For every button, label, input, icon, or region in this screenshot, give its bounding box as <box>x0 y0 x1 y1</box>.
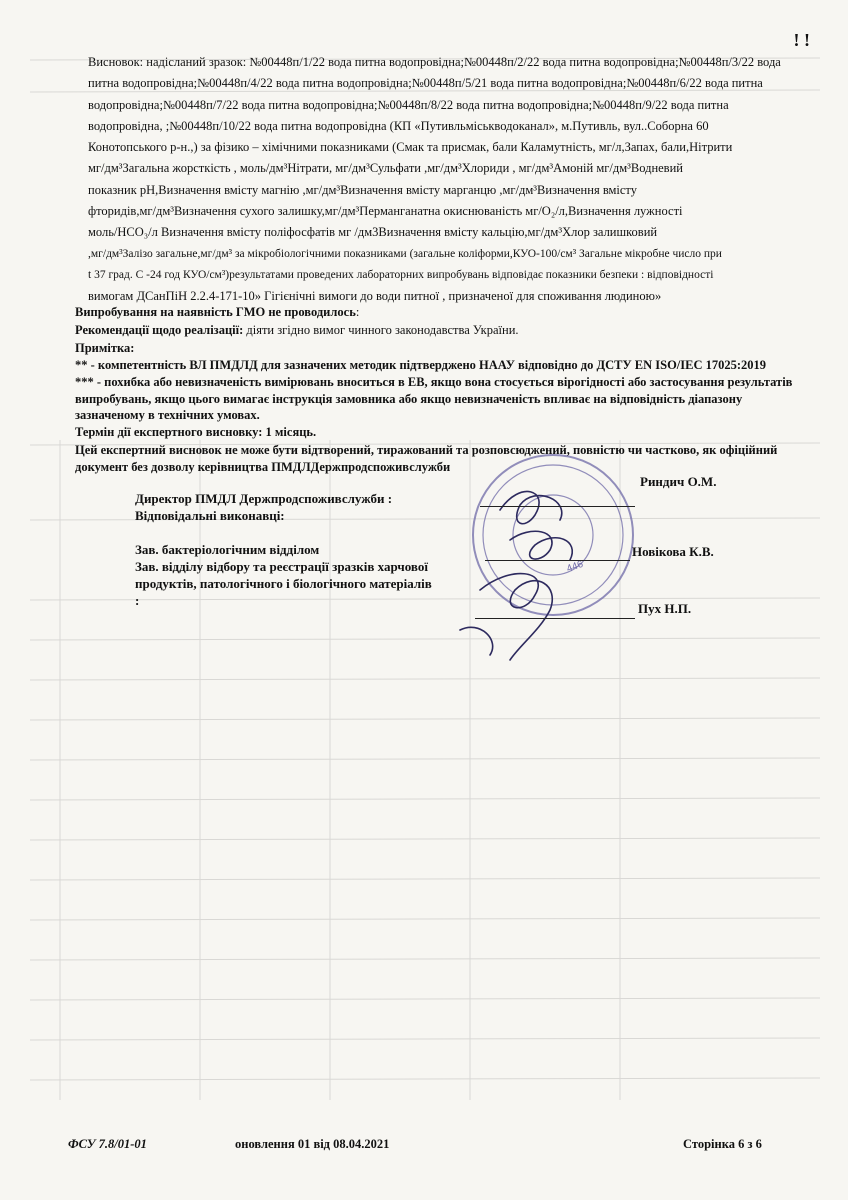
footer-update: оновлення 01 від 08.04.2021 <box>235 1137 390 1151</box>
corner-marks: ! ! <box>793 30 810 50</box>
gmo-label: Випробування на наявність ГМО не проводилось <box>75 305 356 319</box>
copyright-line: документ без дозволу керівництва ПМДЛДержпродспоживслужби <box>75 459 451 474</box>
gmo-statement <box>75 304 815 321</box>
conclusion-line: фторидів,мг/дм³Визначення сухого залишку,мг/дм³Перманганатна окиснюваність мг/О₂/л,Визначення лужності <box>88 204 683 219</box>
conclusion-line: Висновок: надісланий зразок: №00448п/1/22 вода питна водопровідна;№00448п/2/22 вода питна водопровідна;№00448п/3/22 вода <box>88 55 781 69</box>
conclusion-line: питна водопровідна;№00448п/4/22 вода питна водопровідна;№00448п/5/21 вода питна водопровідна;№00448п/6/22 вода питна <box>88 76 763 91</box>
conclusion-line: Конотопського р-н.,) за фізико – хімічними показниками (Смак та присмак, бали Каламутність, мг/л,Запах, бали,Нітрити <box>88 140 733 155</box>
name-bact-head: Новікова К.В. <box>632 544 714 559</box>
conclusion-line: водопровідна;№00448п/7/22 вода питна водопровідна;№00448п/8/22 вода питна водопровідна;№00448п/9/22 вода питна <box>88 97 729 112</box>
reg-head-line: : <box>135 593 140 608</box>
handwritten-signatures <box>440 470 620 670</box>
note-title: Примітка: <box>75 341 135 355</box>
name-reg-head: Пух Н.П. <box>638 601 692 616</box>
signature-responsible-title: Відповідальні виконавці: <box>135 508 285 523</box>
conclusion-text: надісланий зразок: №00448п/1/22 вода питна водопровідна;№00448п/2/22 вода питна водопровідна;№00448п/3/22 вода <box>146 55 781 69</box>
signature-bact-head-title: Зав. бактеріологічним відділом <box>135 542 320 557</box>
note-uncertainty-line: зазначеному в технічних умовах. <box>75 408 260 422</box>
note-uncertainty <box>75 374 815 424</box>
reg-head-line: Зав. відділу відбору та реєстрації зразків харчової <box>135 559 428 574</box>
conclusion-paragraph <box>88 52 818 308</box>
note-uncertainty-line: випробувань, якщо цього вимагає інструкція замовника або якщо невизначеність впливає на відповідність діапазону <box>75 391 743 406</box>
signature-line-director <box>480 506 635 507</box>
recommend-text: діяти згідно вимог чинного законодавства України. <box>243 323 519 337</box>
conclusion-line: мг/дм³Загальна жорсткість , моль/дм³Нітрати, мг/дм³Сульфати ,мг/дм³Хлориди , мг/дм³Амоній мг/дм³Водневий <box>88 161 683 176</box>
footer-page-number: Сторінка 6 з 6 <box>683 1137 762 1151</box>
stamp-number: 446 <box>565 558 585 575</box>
validity-term: Термін дії експертного висновку: 1 місяць. <box>75 425 317 439</box>
signature-reg-head-title <box>135 558 432 609</box>
signature-line-bact <box>485 560 630 561</box>
name-director: Риндич О.М. <box>640 474 717 489</box>
conclusion-line: t 37 град. С -24 год КУО/см³)результатами проведених лабораторних випробувань відповідає показники безпеки : відповідності <box>88 268 714 281</box>
conclusion-line: показник рН,Визначення вмісту магнію ,мг/дм³Визначення вмісту марганцю ,мг/дм³Визначення вмісту <box>88 182 637 197</box>
note-competence: ** - компетентність ВЛ ПМДЛД для зазначених методик підтверджено НААУ відповідно до ДСТУ EN ISO/IEC 17025:2019 <box>75 358 767 372</box>
footer-form-code: ФСУ 7.8/01-01 <box>68 1137 147 1151</box>
signature-director-title: Директор ПМДЛ Держпродспоживслужби : <box>135 491 393 506</box>
conclusion-line: вимогам ДСанПіН 2.2.4-171-10» Гігієнічні вимоги до води питної , призначеної для споживання людиною» <box>88 289 662 304</box>
reg-head-line: продуктів, патологічного і біологічного матеріалів <box>135 576 432 591</box>
conclusion-line: ,мг/дм³Залізо загальне,мг/дм³ за мікробіологічними показниками (загальне коліформи,КУО-100/см³ Загальне мікробне число при <box>88 247 722 260</box>
recommend-label: Рекомендації щодо реалізації: <box>75 323 244 337</box>
note-uncertainty-line: *** - похибка або невизначеність вимірювань вноситься в ЕВ, якщо вона стосується вірогідності або застосування результатів <box>75 375 793 389</box>
conclusion-line: моль/HCO₃/л Визначення вмісту поліфосфатів мг /дм3Визначення вмісту кальцію,мг/дм³Хлор залишковий <box>88 225 658 240</box>
recommendations <box>75 322 815 339</box>
conclusion-line: водопровідна, ;№00448п/10/22 вода питна водопровідна (КП «Путивльміськводоканал», м.Путивль, вул..Соборна 60 <box>88 118 709 133</box>
gmo-tail: : <box>355 305 360 319</box>
copyright-line: Цей експертний висновок не може бути відтворений, тиражований та розповсюджений, повністю чи частково, як офіційний <box>75 443 778 457</box>
signature-line-reg <box>475 618 635 619</box>
conclusion-label: Висновок <box>88 55 140 69</box>
